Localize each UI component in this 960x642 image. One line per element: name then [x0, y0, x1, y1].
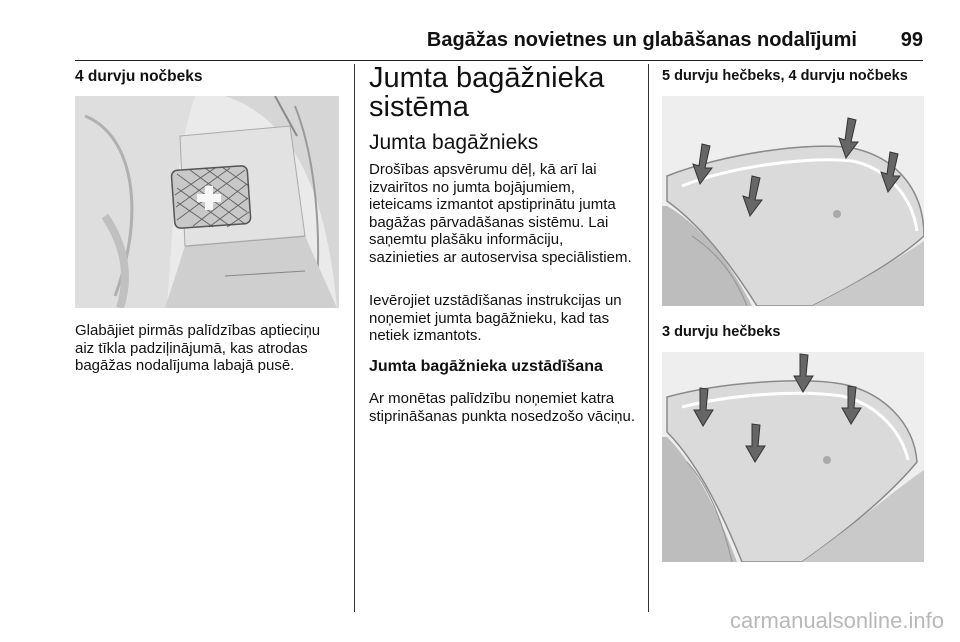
roof-drawing-3-door: [662, 352, 924, 562]
page-header: [75, 20, 923, 61]
roof-illustration-3-door: [662, 352, 924, 562]
page-number: 99: [900, 29, 923, 51]
figure-caption-5-door: 5 durvju hečbeks, 4 durvju nočbeks: [662, 68, 908, 84]
first-aid-paragraph: Glabājiet pirmās palīdzības aptieciņu aiz tīkla padziļinājumā, kas atrodas bagāžas nodalījuma labajā pusē.: [75, 322, 321, 374]
figure-caption-3-door: 3 durvju hečbeks: [662, 324, 781, 340]
paragraph-installation: Ar monētas palīdzību noņemiet katra stiprināšanas punkta nosedzošo vāciņu.: [369, 390, 636, 425]
section-title: Jumta bagāžnieka sistēma: [369, 62, 605, 123]
subheading-installation: Jumta bagāžnieka uzstādīšana: [369, 358, 603, 375]
trunk-drawing: [75, 96, 339, 308]
section-heading: 4 durvju nočbeks: [75, 68, 203, 85]
column-divider: [648, 64, 649, 612]
header-title: Bagāžas novietnes un glabāšanas nodalījumi: [426, 29, 857, 51]
roof-illustration-5-door: [662, 96, 924, 306]
paragraph-instructions: Ievērojiet uzstādīšanas instrukcijas un noņemiet jumta bagāžnieku, kad tas netiek izmantots.: [369, 292, 622, 344]
watermark: carmanualsonline.info: [729, 608, 944, 633]
roof-drawing-5-door: [662, 96, 924, 306]
column-divider: [354, 64, 355, 612]
trunk-illustration: [75, 96, 339, 308]
paragraph-safety: Drošības apsvērumu dēļ, kā arī lai izvairītos no jumta bojājumiem, ieteicams izmantot apstiprinātu jumta bagāžas pārvadāšanas sistēmu. Lai saņemtu plašāku informāciju, sazinieties ar autoservisa speciālistiem.: [369, 161, 632, 266]
section-subtitle: Jumta bagāžnieks: [369, 131, 539, 154]
